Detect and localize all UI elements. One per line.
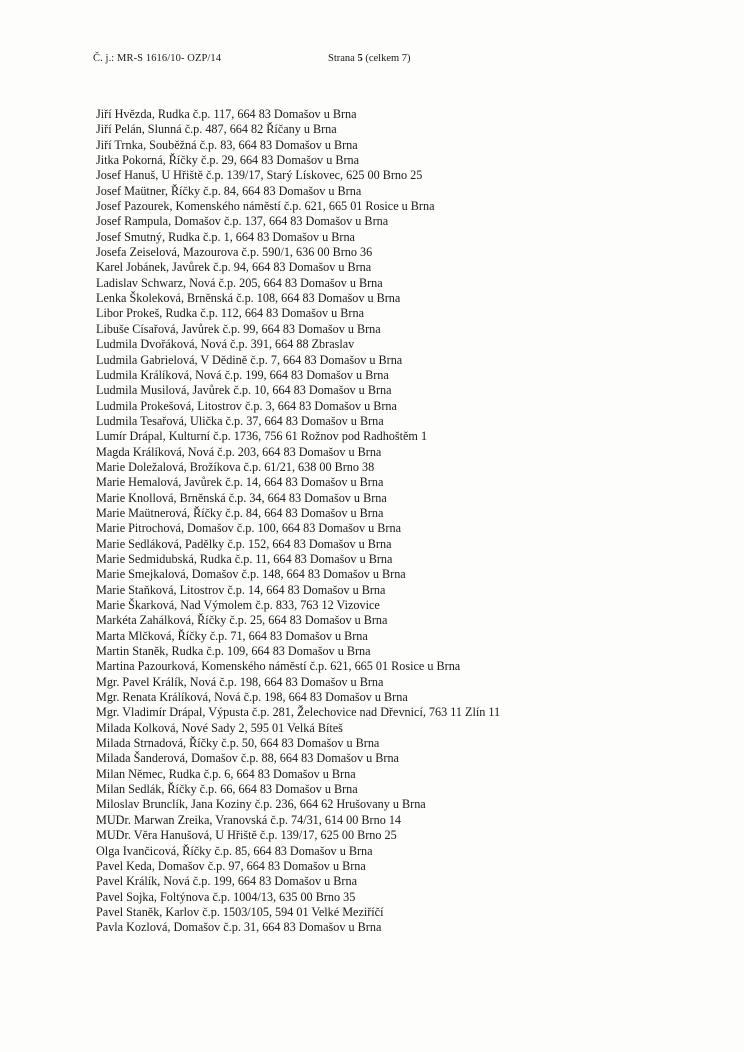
list-item: Marie Staňková, Litostrov č.p. 14, 664 83 Domašov u Brna <box>96 582 386 597</box>
list-item: Josef Pazourek, Komenského náměstí č.p. 621, 665 01 Rosice u Brna <box>96 199 435 214</box>
page-indicator <box>328 53 411 64</box>
list-item: Milan Sedlák, Říčky č.p. 66, 664 83 Domašov u Brna <box>96 782 358 797</box>
document-reference: Č. j.: MR-S 1616/10- OZP/14 <box>93 53 222 64</box>
list-item: Ludmila Dvořáková, Nová č.p. 391, 664 88 Zbraslav <box>96 337 355 352</box>
list-item: Pavel Keda, Domašov č.p. 97, 664 83 Domašov u Brna <box>96 858 366 873</box>
list-item: Lumír Drápal, Kulturní č.p. 1736, 756 61 Rožnov pod Radhoštěm 1 <box>96 429 428 444</box>
list-item: Olga Ivančicová, Říčky č.p. 85, 664 83 Domašov u Brna <box>96 843 373 858</box>
list-item: MUDr. Věra Hanušová, U Hřiště č.p. 139/17, 625 00 Brno 25 <box>96 828 397 843</box>
list-item: Marie Škarková, Nad Výmolem č.p. 833, 763 12 Vizovice <box>96 598 380 612</box>
list-item: Pavla Kozlová, Domašov č.p. 31, 664 83 Domašov u Brna <box>96 920 382 935</box>
list-item: Jiří Hvězda, Rudka č.p. 117, 664 83 Domašov u Brna <box>96 107 357 121</box>
list-item: Jiří Pelán, Slunná č.p. 487, 664 82 Říčany u Brna <box>96 122 337 137</box>
list-item: Ludmila Králíková, Nová č.p. 199, 664 83 Domašov u Brna <box>96 367 389 382</box>
list-item: Josef Smutný, Rudka č.p. 1, 664 83 Domašov u Brna <box>96 229 355 244</box>
list-item: Ludmila Tesařová, Ulička č.p. 37, 664 83 Domašov u Brna <box>96 413 384 428</box>
list-item: Jitka Pokorná, Říčky č.p. 29, 664 83 Domašov u Brna <box>96 153 360 168</box>
list-item: Martina Pazourková, Komenského náměstí č.p. 621, 665 01 Rosice u Brna <box>96 659 461 674</box>
list-item: Pavel Králík, Nová č.p. 199, 664 83 Domašov u Brna <box>96 874 357 889</box>
address-list <box>96 107 656 936</box>
list-item: Ludmila Prokešová, Litostrov č.p. 3, 664 83 Domašov u Brna <box>96 398 397 413</box>
list-item: Marie Hemalová, Javůrek č.p. 14, 664 83 Domašov u Brna <box>96 475 384 490</box>
list-item: Martin Staněk, Rudka č.p. 109, 664 83 Domašov u Brna <box>96 644 371 659</box>
list-item: Josef Hanuš, U Hřiště č.p. 139/17, Starý Lískovec, 625 00 Brno 25 <box>96 168 423 183</box>
list-item: Mgr. Renata Králíková, Nová č.p. 198, 664 83 Domašov u Brna <box>96 690 408 705</box>
list-item: Miloslav Brunclík, Jana Koziny č.p. 236, 664 62 Hrušovany u Brna <box>96 797 426 812</box>
list-item: Markéta Zahálková, Říčky č.p. 25, 664 83 Domašov u Brna <box>96 613 388 628</box>
list-item: Marie Sedláková, Padělky č.p. 152, 664 83 Domašov u Brna <box>96 536 392 551</box>
list-item: Marie Smejkalová, Domašov č.p. 148, 664 83 Domašov u Brna <box>96 567 406 582</box>
list-item: Libuše Císařová, Javůrek č.p. 99, 664 83 Domašov u Brna <box>96 321 381 336</box>
list-item: Ludmila Gabrielová, V Dědině č.p. 7, 664 83 Domašov u Brna <box>96 352 403 367</box>
list-item: Lenka Školeková, Brněnská č.p. 108, 664 83 Domašov u Brna <box>96 291 401 306</box>
list-item: Ludmila Musilová, Javůrek č.p. 10, 664 83 Domašov u Brna <box>96 383 392 398</box>
list-item: Magda Králíková, Nová č.p. 203, 664 83 Domašov u Brna <box>96 444 382 459</box>
list-item: Marie Maütnerová, Říčky č.p. 84, 664 83 Domašov u Brna <box>96 505 384 520</box>
list-item: Mgr. Pavel Králík, Nová č.p. 198, 664 83 Domašov u Brna <box>96 674 384 689</box>
list-item: Milada Kolková, Nové Sady 2, 595 01 Velká Bíteš <box>96 720 343 735</box>
list-item: Milada Strnadová, Říčky č.p. 50, 664 83 Domašov u Brna <box>96 736 380 751</box>
list-item: Milada Šanderová, Domašov č.p. 88, 664 83 Domašov u Brna <box>96 751 399 766</box>
list-item: Mgr. Vladimír Drápal, Výpusta č.p. 281, Želechovice nad Dřevnicí, 763 11 Zlín 11 <box>96 705 501 720</box>
list-item: Marie Knollová, Brněnská č.p. 34, 664 83 Domašov u Brna <box>96 490 387 505</box>
list-item: Marie Pitrochová, Domašov č.p. 100, 664 83 Domašov u Brna <box>96 521 401 536</box>
list-item: Josef Rampula, Domašov č.p. 137, 664 83 Domašov u Brna <box>96 214 389 229</box>
list-item: Pavel Sojka, Foltýnova č.p. 1004/13, 635 00 Brno 35 <box>96 889 356 904</box>
list-item: Milan Němec, Rudka č.p. 6, 664 83 Domašov u Brna <box>96 766 356 781</box>
page-suffix: (celkem 7) <box>362 53 411 64</box>
list-item: Marta Mlčková, Říčky č.p. 71, 664 83 Domašov u Brna <box>96 628 368 643</box>
list-item: Josef Maütner, Říčky č.p. 84, 664 83 Domašov u Brna <box>96 183 362 198</box>
list-item: Ladislav Schwarz, Nová č.p. 205, 664 83 Domašov u Brna <box>96 275 383 290</box>
list-item: Marie Sedmidubská, Rudka č.p. 11, 664 83 Domašov u Brna <box>96 551 393 566</box>
list-item: Jiří Trnka, Souběžná č.p. 83, 664 83 Domašov u Brna <box>96 137 358 152</box>
page-prefix: Strana <box>328 53 358 64</box>
page-number: 5 <box>357 53 363 64</box>
list-item: Josefa Zeiselová, Mazourova č.p. 590/1, 636 00 Brno 36 <box>96 245 373 260</box>
list-item: Karel Jobánek, Javůrek č.p. 94, 664 83 Domašov u Brna <box>96 260 372 275</box>
list-item: Pavel Staněk, Karlov č.p. 1503/105, 594 01 Velké Meziříčí <box>96 904 384 919</box>
list-item: Libor Prokeš, Rudka č.p. 112, 664 83 Domašov u Brna <box>96 306 364 321</box>
list-item: Marie Doležalová, Brožíkova č.p. 61/21, 638 00 Brno 38 <box>96 459 375 474</box>
list-item: MUDr. Marwan Zreika, Vranovská č.p. 74/31, 614 00 Brno 14 <box>96 812 402 827</box>
